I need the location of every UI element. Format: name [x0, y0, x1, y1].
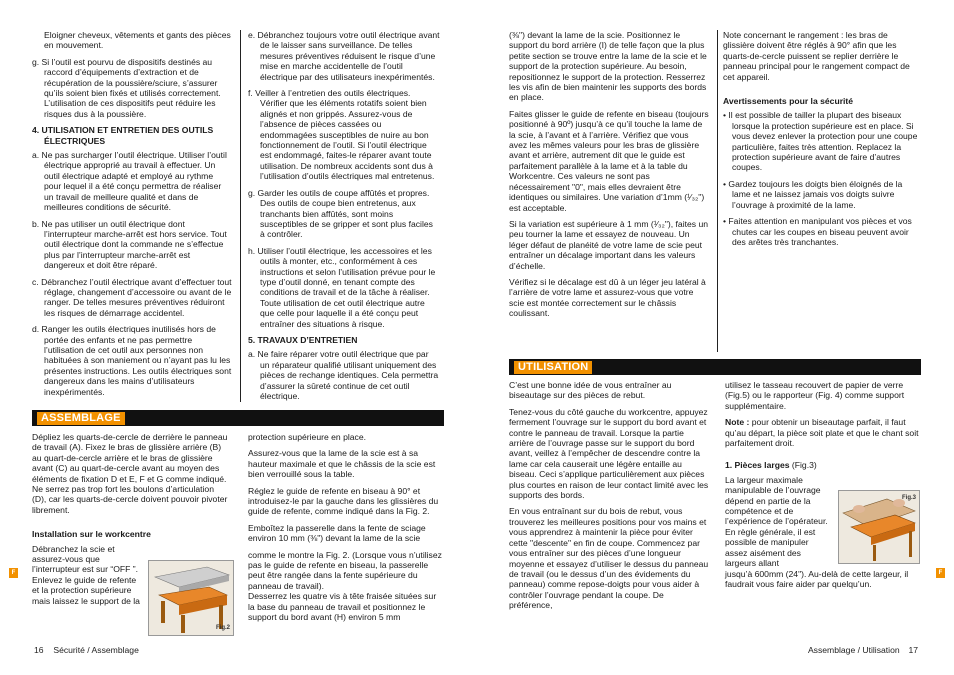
right-tab-marker: F — [936, 568, 945, 578]
use-col1-para-2: En vous entraînant sur du bois de rebut, vous trouverez les meilleures positions pour vos mains et vous apprendrez à maintenir la pièce pour éviter cette "descente" en fin de coupe. Commencez par vous entraîner sur des pièces d’une longueur moyenne et essayez d’utiliser le dessus du panneau de travail (ou le dessus d’un des évidements du panneau) comme repose-doigts pour vous aider à contrôler l’ouvrage pendant la coupe. De préférence, — [509, 506, 709, 611]
fig2-label: Fig.2 — [215, 624, 230, 631]
left-col1-para-1: g. Si l’outil est pourvu de dispositifs destinés au raccord d’équipements d’extraction et de récupération de la poussière/sciure, s’assurer qu’ils soient bien fixés et utilisés correctement. L’utilisation de ces dispositifs peut réduire les risques dus à la poussière. — [32, 56, 221, 119]
safety-item — [723, 179, 919, 210]
storage-note: Note concernant le rangement : les bras de glissière doivent être réglés à 90° afin que les quarts-de-cercle puissent se replier derrière le panneau principal pour le rangement compact de cet appareil. — [723, 30, 910, 82]
note-label: Note : — [725, 417, 750, 428]
left-col1-para-3: a. Ne pas surcharger l’outil électrique. Utiliser l’outil électrique approprié au travail à effectuer. Un outil électrique adapté et employé au rythme pour lequel il a été conçu permettra de réaliser un travail de meilleure qualité et dans de meilleures conditions de sécurité. — [32, 150, 227, 213]
pieces-ref: (Fig.3) — [789, 460, 817, 471]
left-col1 — [32, 30, 232, 403]
safety-heading: Avertissements pour la sécurité — [723, 96, 854, 107]
safety-list — [723, 110, 919, 247]
left-footer — [34, 645, 139, 655]
left-col1-para-5: c. Débranchez l’outil électrique avant d’effectuer tout réglage, changement d’accessoire ou avant de le ranger. De telles mesures préventives réduiront les risques de démarrage accidentel. — [32, 276, 232, 318]
right-col1-para-3: Vérifiez si le décalage est dû à un léger jeu latéral à l’arrière de votre lame et assurez-vous que votre scie est montée correctement sur le châssis coulissant. — [509, 276, 706, 319]
right-page-number: 17 — [908, 644, 918, 655]
left-col1-para-6: d. Ranger les outils électriques inutilisés hors de portée des enfants et ne pas permettre l’utilisation de cet outil aux personnes non habituées à son maniement ou n’ayant pas lu les présentes instructions. Les outils électriques sont dangereux dans les mains d’utilisateurs inexpérimentés. — [32, 324, 232, 397]
safety-item-text: Il est possible de tailler la plupart des biseaux lorsque la protection supérieure est en place. Si vous devez enlever la protection pour une coupe particulière, faites très attention. Replacez la protection supérieure avant de faire d’autres coupes. — [728, 110, 918, 173]
use-col1-para-1: Tenez-vous du côté gauche du workcentre, appuyez fermement l’ouvrage sur le support du bord avant et contre le panneau de travail. Lorsque la partie arrière de l’ouvrage passe sur le support du bord avant, veillez à l’empêcher de descendre contre la lame car cela causerait une légère entaille au biseau. Ceci s’applique particulièrement aux pièces plus courtes en raison de leur contact limité avec les supports des bords. — [509, 406, 709, 501]
safety-item — [723, 110, 919, 172]
assembly-col2-para-1: Assurez-vous que la lame de la scie est à sa hauteur maximale et que le châssis de la scie est bien verrouillé sous la table. — [248, 448, 436, 480]
left-col2-para-5: a. Ne faire réparer votre outil électrique que par un réparateur qualifié utilisant uniquement des pièces de rechange identiques. Cela permettra d’assurer la sûreté continue de cet outil électrique. — [248, 349, 439, 401]
left-col2-para-3: h. Utiliser l’outil électrique, les accessoires et les outils à monter, etc., conformément à ces instructions et selon l’utilisation prévue pour le type d’outil donné, en tenant compte des conditions de travail et de la tâche à réaliser. Toute utilisation de cet outil électrique autre que celle pour laquelle il a été conçu peut entraîner des situations à risque. — [248, 245, 436, 329]
assembly-col2-para-0: protection supérieure en place. — [248, 432, 367, 442]
assembly-intro: Dépliez les quarts-de-cercle de derrière le panneau de travail (A). Fixez le bras de glissière arrière (B) au quart-de-cercle arrière et le bras de glissière avant (C) au quart-de-cercle avant au moyen des éléments de fixation D et E, F et G comme indiqué. Ne serrez pas trop fort les boulons d’articulation (D), car les quarts-de-cercle doivent pouvoir pivoter librement. — [32, 432, 228, 515]
bullet-icon: • — [723, 216, 729, 227]
use-note — [725, 417, 919, 448]
right-footer-text: Assemblage / Utilisation — [807, 644, 900, 655]
left-col1-para-4: b. Ne pas utiliser un outil électrique dont l’interrupteur marche-arrêt est hors service. Tout outil électrique dont la commande ne s’effectue plus par l’interrupteur marche-arrêt est dangereux et doit être réparé. — [32, 218, 227, 271]
safety-item-text: Faites attention en manipulant vos pièces et vos chutes car les coupes en biseau peuvent avoir des arêtes très tranchantes. — [728, 216, 912, 247]
fig2-image — [148, 560, 234, 636]
assembly-col2-para-3: Emboîtez la passerelle dans la fente de sciage environ 10 mm (⅜") devant la lame de la scie — [248, 522, 426, 544]
right-col1-para-2: Si la variation est supérieure à 1 mm (¹⁄₃₂"), faites un peu tourner la lame et essayez de nouveau. Un léger défaut de planéité de votre lame de scie peut entraîner un décalage important dans les valeurs d’échelle. — [509, 218, 709, 271]
left-tab-marker: F — [9, 568, 18, 578]
left-col2 — [248, 30, 440, 407]
right-col1-para-1: Faites glisser le guide de refente en biseau (toujours positionné à 90º) jusqu’à ce qu’il touche la lame de la scie, à l’avant et à l’arrière. Vérifiez que vous avez les mêmes valeurs pour les bras de glissière avant et arrière, autrement dit que le guide est parfaitement parallèle à la lame et à la table du Workcentre. Ces valeurs ne sont pas nécessairement "0", mais elles devraient être identiques ou similaires. Une variation d’1mm (¹⁄₃₂") est acceptable. — [509, 108, 709, 213]
right-col2 — [723, 30, 919, 253]
right-footer — [808, 645, 918, 655]
safety-item-text: Gardez toujours les doigts bien éloignés de la lame et ne laissez jamais vos doigts suivre l’ouvrage à proximité de la lame. — [728, 178, 903, 210]
utilisation-section-bar — [509, 359, 921, 375]
pieces-text-cont: jusqu’à 600mm (24"). Au-delà de cette largeur, il faudrait vous faire aider par quelqu’un. — [725, 568, 909, 589]
fig3-image — [838, 490, 920, 564]
left-col2-para-0: e. Débranchez toujours votre outil électrique avant de le laisser sans surveillance. De telles mesures préventives réduisent le risque d’une mise en marche accidentelle de l’outil électrique par des utilisateurs inexpérimentés. — [248, 30, 440, 82]
safety-item — [723, 216, 919, 247]
note-text: pour obtenir un biseautage parfait, il faut qu’au départ, la pièce soit plate et que le chant soit parfaitement droit. — [725, 417, 919, 449]
left-col1-para-2: 4. UTILISATION ET ENTRETIEN DES OUTILS ÉLECTRIQUES — [32, 125, 214, 146]
use-col1 — [509, 380, 709, 617]
right-col1 — [509, 30, 709, 325]
pieces-heading: 1. Pièces larges — [725, 460, 790, 471]
fig3-label: Fig.3 — [901, 495, 916, 501]
left-col2-para-1: f. Veiller à l’entretien des outils électriques. Vérifier que les éléments rotatifs soient bien alignés et non grippés. Assurez-vous de l’absence de pièces cassées ou endommagées susceptibles de nuire au bon fonctionnement de l’outil. Si l’outil électrique est endommagé, faites-le réparer avant toute utilisation. De nombreux accidents sont dus à l’utilisation d’outils électriques mal entretenus. — [248, 88, 435, 182]
bullet-icon: • — [723, 178, 729, 189]
assemblage-title: ASSEMBLAGE — [37, 412, 125, 425]
left-footer-text: Sécurité / Assemblage — [53, 644, 139, 655]
left-col2-para-4: 5. TRAVAUX D’ENTRETIEN — [248, 334, 358, 345]
install-heading: Installation sur le workcentre — [32, 529, 151, 540]
use-support-text: utilisez le tasseau recouvert de papier de verre (Fig.5) ou le rapporteur (Fig. 4) comme support supplémentaire. — [725, 380, 905, 411]
install-text: Débranchez la scie et assurez-vous que l’interrupteur est sur “OFF ”. Enlevez le guide de refente et la protection supérieure mais laissez le support de la — [32, 543, 140, 606]
left-page-number: 16 — [34, 644, 44, 655]
assembly-col2-para-4: comme le montre la Fig. 2. (Lorsque vous n’utilisez pas le guide de refente en biseau, la passerelle peut être rangée dans la fente supérieure du panneau de travail). Desserrez les quatre vis à tête fraisée situées sur la base du panneau de travail et positionnez le support du bord avant (H) environ 5 mm — [248, 549, 442, 623]
assembly-col2-para-2: Réglez le guide de refente en biseau à 90° et introduisez-le par la gauche dans les glissières du guide de refente, comme indiqué dans la Fig. 2. — [248, 485, 439, 517]
left-col-divider — [240, 30, 241, 402]
assemblage-section-bar — [32, 410, 444, 426]
left-col1-para-0: Eloigner cheveux, vêtements et gants des pièces en mouvement. — [44, 30, 231, 51]
pieces-text: La largeur maximale manipulable de l’ouvrage dépend en partie de la compétence et de l’expérience de l’opérateur. En règle générale, il est possible de manipuler assez aisément des largeurs allant — [725, 474, 828, 569]
assembly-col2 — [248, 432, 444, 629]
utilisation-title: UTILISATION — [514, 361, 592, 374]
pieces-heading-line — [725, 460, 919, 470]
right-col-divider — [717, 30, 718, 352]
left-col2-para-2: g. Garder les outils de coupe affûtés et propres. Des outils de coupe bien entretenus, aux tranchants bien affûtés, sont moins susceptibles de se gripper et sont plus faciles à contrôler. — [248, 187, 433, 240]
right-col1-para-0: (⅜") devant la lame de la scie. Positionnez le support du bord arrière (I) de telle façon que la plus petite section se trouve entre la lame de la scie et le support de la protection supérieure. Au besoin, repositionnez le support de la protection. Resserrez les vis afin de bien maintenir les supports des bords en place. — [509, 30, 707, 103]
use-col1-para-0: C’est une bonne idée de vous entraîner au biseautage sur des pièces de rebut. — [509, 380, 672, 401]
bullet-icon: • — [723, 110, 729, 121]
